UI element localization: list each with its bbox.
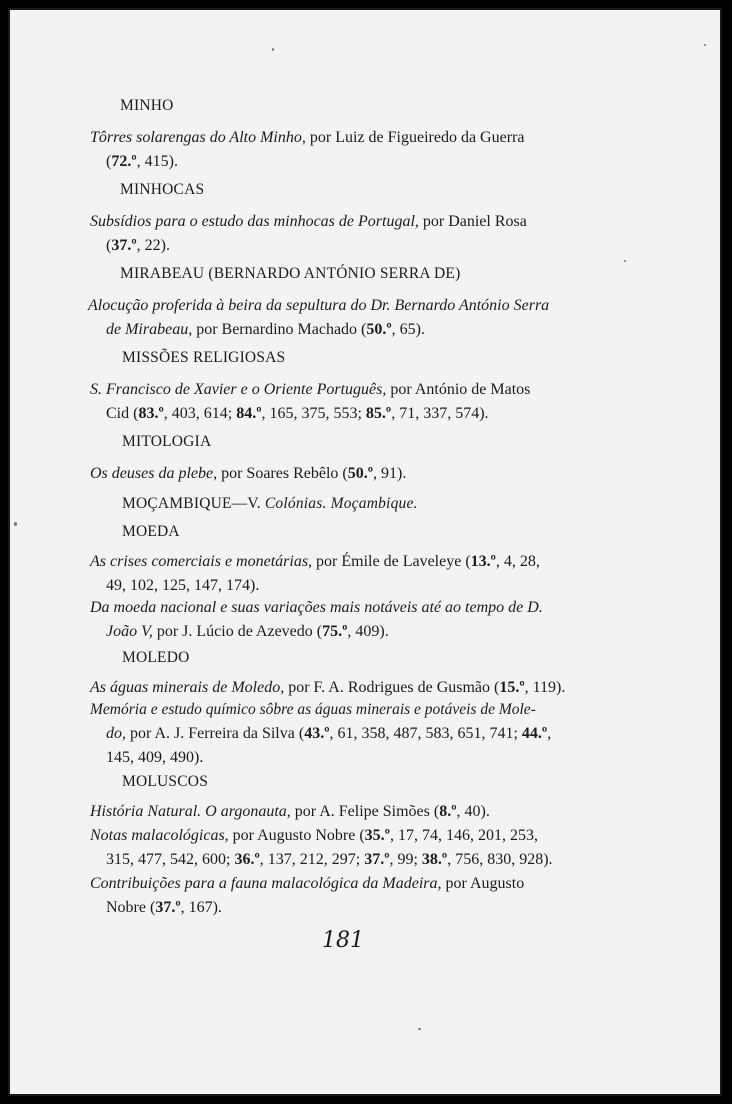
pages-ref: , 165, 375, 553; <box>261 405 366 422</box>
pages-ref: , 22). <box>136 237 170 254</box>
volume-ref: 35.º <box>364 827 390 844</box>
volume-ref: 84.º <box>236 405 262 422</box>
author-text: por Daniel Rosa <box>418 213 527 230</box>
scan-speck <box>704 44 706 46</box>
entry-line <box>90 678 565 698</box>
work-title: Da moeda nacional e suas variações mais notáveis até ao tempo de D. <box>90 599 543 616</box>
work-title: do, <box>106 725 126 742</box>
entry-line: (72.º, 415). <box>106 153 178 170</box>
scan-speck <box>418 1028 421 1030</box>
heading-moluscos: MOLUSCOS <box>122 773 209 790</box>
pages-ref: , 167). <box>180 899 222 916</box>
work-title: História Natural. O argonauta, <box>90 803 291 820</box>
heading-minhocas: MINHOCAS <box>120 181 205 198</box>
entry-line <box>106 898 222 918</box>
pages-ref: , 403, 614; <box>163 405 237 422</box>
volume-ref: 50.º <box>366 321 392 338</box>
volume-ref: 85.º <box>365 405 392 422</box>
author-text: por Augusto <box>441 875 525 892</box>
pages-ref: , 119). <box>524 679 566 696</box>
author-text: por A. Felipe Simões ( <box>290 803 440 820</box>
author-text: Nobre ( <box>106 899 156 916</box>
author-text: por A. J. Ferreira da Silva ( <box>126 725 305 742</box>
volume-ref: 37.º <box>111 237 137 254</box>
entry-line <box>90 212 527 232</box>
volume-ref: 13.º <box>470 553 496 570</box>
work-title: Os deuses da plebe, <box>90 465 218 482</box>
author-text: por Émile de Laveleye ( <box>312 553 471 570</box>
work-title: As crises comerciais e monetárias, <box>90 553 313 570</box>
pages-ref: , 99; <box>389 851 422 868</box>
heading-mocambique <box>122 494 418 514</box>
entry-line: 145, 409, 490). <box>106 749 204 766</box>
author-text: por J. Lúcio de Azevedo ( <box>152 623 323 640</box>
work-title: Notas malacológicas, <box>90 827 229 844</box>
pages-ref: , 40). <box>456 803 490 820</box>
heading-text: MOÇAMBIQUE—V. <box>122 495 265 512</box>
pages-ref: , 65). <box>391 321 425 338</box>
entry-line <box>90 128 524 148</box>
entry-line <box>90 874 524 894</box>
scan-speck <box>272 48 274 51</box>
work-title: Subsídios para o estudo das minhocas de Portugal, <box>90 213 419 230</box>
author-text: por Augusto Nobre ( <box>228 827 365 844</box>
heading-moledo: MOLEDO <box>122 649 190 666</box>
pages-ref: , 71, 337, 574). <box>391 405 489 422</box>
entry-line <box>106 320 425 340</box>
see-also-ref: Colónias. Moçambique. <box>264 495 418 512</box>
work-title: Memória e estudo químico sôbre as águas minerais e potáveis de Mole- <box>90 701 536 718</box>
work-title: Alocução proferida à beira da sepultura do Dr. Bernardo António Serra <box>88 297 550 314</box>
book-page <box>8 8 722 1096</box>
pages-ref: , 409). <box>347 623 389 640</box>
work-title: João V, <box>106 623 153 640</box>
heading-missoes-religiosas: MISSÕES RELIGIOSAS <box>122 349 286 366</box>
pages-ref: , 756, 830, 928). <box>447 851 553 868</box>
entry-line: 49, 102, 125, 147, 174). <box>106 577 260 594</box>
entry-line <box>90 552 540 572</box>
volume-ref: 38.º <box>421 851 448 868</box>
volume-ref: 36.º <box>234 851 260 868</box>
scan-speck <box>14 522 17 526</box>
author-text: por Soares Rebêlo ( <box>217 465 348 482</box>
pages-ref: , 137, 212, 297; <box>259 851 365 868</box>
volume-ref: 8.º <box>439 803 457 820</box>
volume-ref: 15.º <box>499 679 525 696</box>
volume-ref: 83.º <box>138 405 164 422</box>
pages-ref: , <box>547 725 552 742</box>
volume-ref: 43.º <box>304 725 330 742</box>
pages-ref: , 415). <box>136 153 178 170</box>
page-number: 181 <box>322 928 364 953</box>
volume-ref: 37.º <box>364 851 390 868</box>
entry-line <box>106 404 489 424</box>
author-text: por Luiz de Figueiredo da Guerra <box>305 129 525 146</box>
entry-line <box>90 802 490 822</box>
pages-ref: , 91). <box>373 465 407 482</box>
author-text: por F. A. Rodrigues de Gusmão ( <box>284 679 500 696</box>
pages-ref: , 17, 74, 146, 201, 253, <box>389 827 538 844</box>
author-text: por Bernardino Machado ( <box>192 321 367 338</box>
volume-ref: 37.º <box>155 899 181 916</box>
work-title: As águas minerais de Moledo, <box>90 679 285 696</box>
volume-ref: 75.º <box>322 623 348 640</box>
work-title: de Mirabeau, <box>106 321 193 338</box>
entry-line: (37.º, 22). <box>106 237 170 254</box>
volume-ref: 44.º <box>521 725 548 742</box>
work-title: Contribuições para a fauna malacológica da Madeira, <box>90 875 442 892</box>
entry-line <box>90 464 406 484</box>
pages-ref: , 61, 358, 487, 583, 651, 741; <box>329 725 522 742</box>
heading-mirabeau: MIRABEAU (BERNARDO ANTÓNIO SERRA DE) <box>120 265 461 282</box>
scan-speck <box>624 260 626 262</box>
entry-line <box>90 380 530 400</box>
author-text: por António de Matos <box>386 381 531 398</box>
work-title: Tôrres solarengas do Alto Minho, <box>90 129 306 146</box>
entry-line <box>106 724 551 744</box>
volume-ref: 72.º <box>111 153 137 170</box>
work-title: S. Francisco de Xavier e o Oriente Português, <box>90 381 387 398</box>
heading-minho: MINHO <box>120 97 174 114</box>
heading-moeda: MOEDA <box>122 523 180 540</box>
entry-line <box>90 826 538 846</box>
entry-line <box>106 622 389 642</box>
text: Cid ( <box>106 405 139 422</box>
pages-ref: 315, 477, 542, 600; <box>106 851 235 868</box>
pages-ref: , 4, 28, <box>495 553 540 570</box>
volume-ref: 50.º <box>347 465 374 482</box>
entry-line <box>106 850 553 870</box>
heading-mitologia: MITOLOGIA <box>122 433 212 450</box>
